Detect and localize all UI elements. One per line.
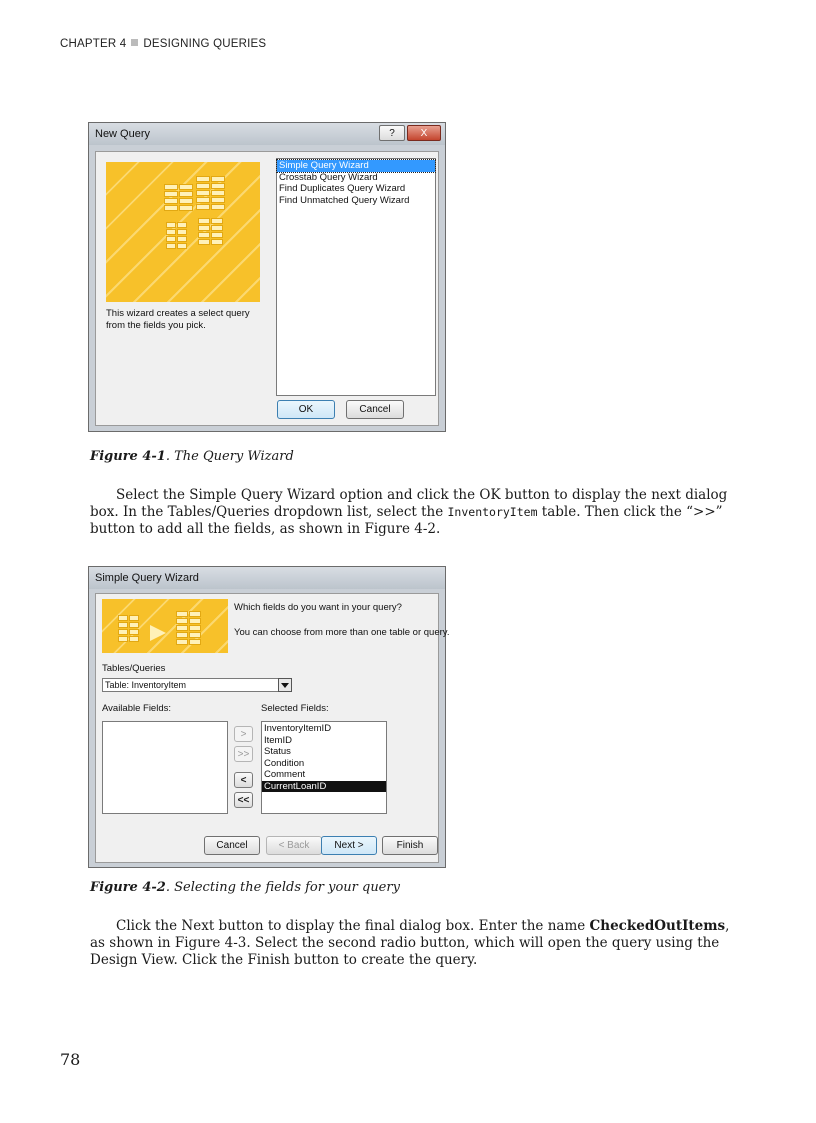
wizard-option[interactable]: Simple Query Wizard (277, 160, 435, 172)
remove-one-button[interactable]: < (234, 772, 253, 788)
chapter-title: DESIGNING QUERIES (143, 38, 267, 50)
available-fields-label: Available Fields: (102, 703, 172, 714)
wizard-option[interactable]: Crosstab Query Wizard (279, 171, 378, 183)
selected-fields-label: Selected Fields: (261, 703, 329, 714)
available-fields-list[interactable] (102, 721, 228, 814)
dialog-body (95, 593, 450, 863)
code-text: InventoryItem (447, 505, 538, 519)
title-bar (89, 123, 445, 145)
wizard-description: This wizard creates a select query from the fields you pick. (106, 308, 250, 331)
table-grid-icon (118, 615, 139, 642)
selected-field-item[interactable]: Status (264, 746, 291, 757)
arrow-right-icon (150, 625, 166, 641)
square-bullet-icon (131, 39, 138, 46)
page-number: 78 (60, 1050, 81, 1069)
wizard-option[interactable]: Find Unmatched Query Wizard (279, 194, 410, 206)
add-all-button[interactable]: >> (234, 746, 253, 762)
chevron-down-icon (281, 683, 289, 688)
selected-field-item[interactable]: CurrentLoanID (262, 781, 386, 793)
selected-field-item[interactable]: ItemID (264, 734, 292, 746)
chapter-label: CHAPTER 4 (60, 38, 127, 50)
remove-all-button[interactable]: << (234, 792, 253, 808)
help-icon: ? (389, 127, 395, 139)
dialog-body (95, 151, 439, 426)
selected-field-item[interactable]: Comment (264, 769, 306, 780)
table-grid-icon (176, 611, 201, 645)
dropdown-button[interactable] (278, 678, 292, 692)
close-button[interactable] (407, 125, 441, 141)
next-button[interactable]: Next > (321, 836, 377, 855)
selected-fields-list[interactable] (261, 721, 387, 814)
simple-query-wizard-dialog (88, 566, 450, 868)
help-button[interactable] (379, 125, 405, 141)
table-grid-icon (166, 222, 187, 249)
ok-button[interactable]: OK (277, 400, 335, 419)
cancel-button[interactable]: Cancel (204, 836, 260, 855)
add-one-button[interactable]: > (234, 726, 253, 742)
wizard-question: Which fields do you want in your query? (234, 602, 402, 613)
title-bar (89, 567, 445, 589)
table-grid-icon (196, 176, 225, 210)
back-button[interactable]: < Back (266, 836, 322, 855)
wizard-option[interactable]: Find Duplicates Query Wizard (279, 183, 406, 194)
dialog-title: Simple Query Wizard (95, 572, 199, 584)
table-grid-icon (198, 218, 223, 245)
finish-button[interactable]: Finish (382, 836, 438, 855)
bold-name: CheckedOutItems (589, 918, 726, 934)
wizard-hint: You can choose from more than one table or query. (234, 627, 450, 638)
selected-field-item[interactable]: InventoryItemID (264, 723, 332, 734)
wizard-illustration (106, 162, 260, 302)
figure-caption: Figure 4-2. Selecting the fields for your query (90, 880, 400, 895)
tables-queries-label: Tables/Queries (102, 663, 166, 674)
wizard-illustration (102, 599, 228, 653)
selected-field-item[interactable]: Condition (264, 757, 305, 769)
figure-caption: Figure 4-1. The Query Wizard (90, 449, 294, 464)
cancel-button[interactable]: Cancel (346, 400, 404, 419)
tables-queries-select[interactable]: Table: InventoryItem (102, 678, 292, 692)
close-icon: X (420, 127, 428, 139)
wizard-list[interactable] (276, 158, 436, 396)
table-grid-icon (164, 184, 193, 211)
body-paragraph: Select the Simple Query Wizard option and click the OK button to display the next dialog box. In the Tables/Queries dropdown list, select the InventoryItem table. Then click the “>>” button to add all the fields, as shown in Figure 4-2. (90, 487, 728, 537)
running-head (60, 38, 266, 50)
new-query-dialog (88, 122, 446, 432)
dialog-title: New Query (95, 128, 151, 140)
body-paragraph: Click the Next button to display the final dialog box. Enter the name CheckedOutItems, as shown in Figure 4-3. Select the second radio button, which will open the query using the Design View. Click the Finish button to create the query. (90, 918, 730, 968)
